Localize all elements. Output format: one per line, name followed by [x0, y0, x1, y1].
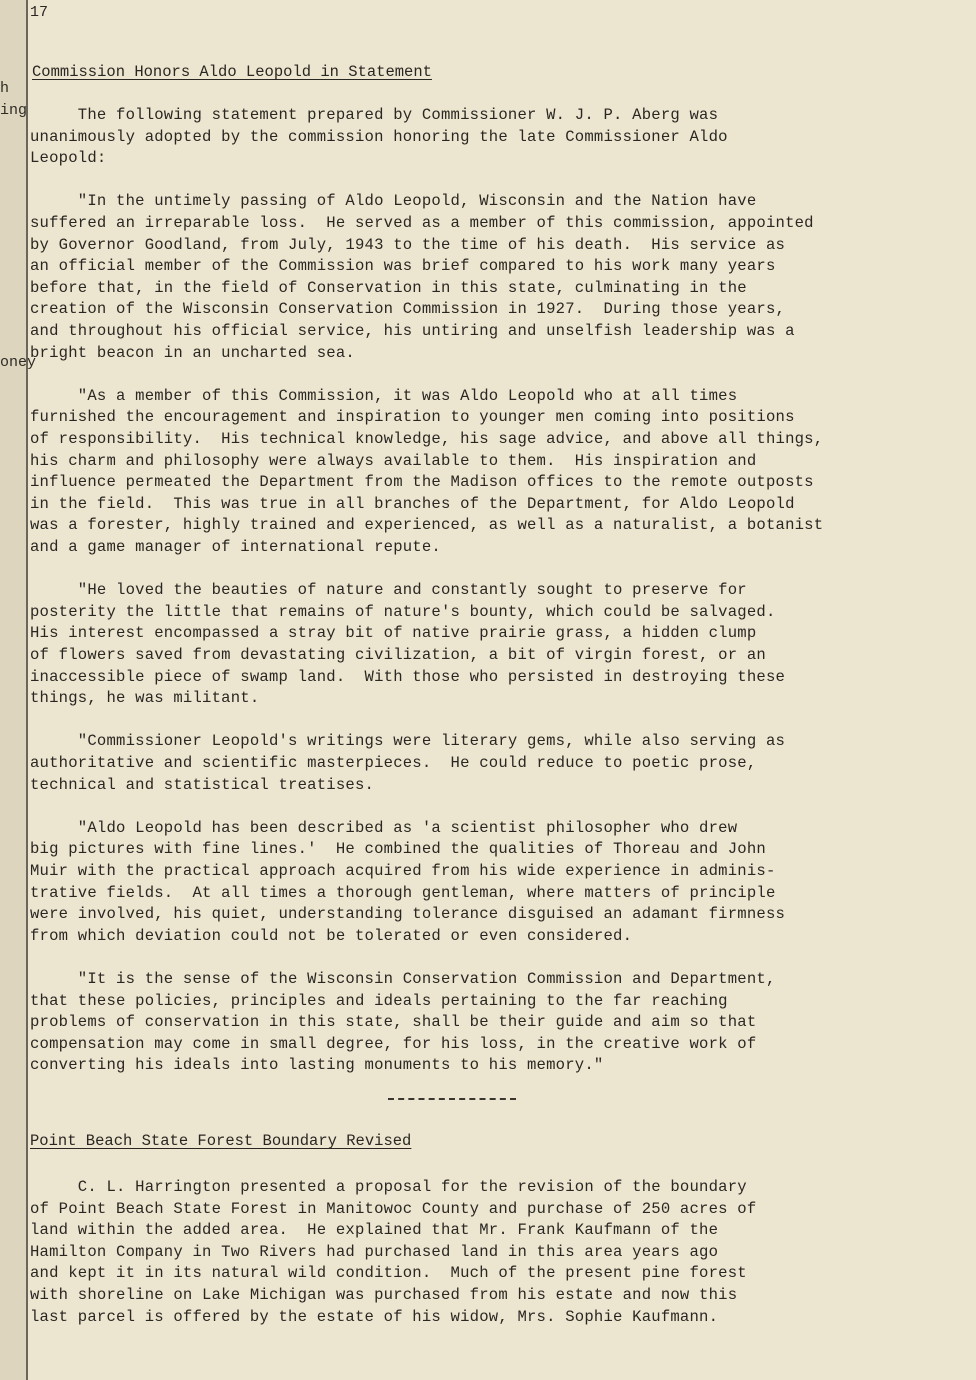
text-line: was a forester, highly trained and experienced, as well as a naturalist, a botanist — [30, 516, 824, 535]
text-line: creation of the Wisconsin Conservation Commission in 1927. During those years, — [30, 300, 786, 319]
text-line: "It is the sense of the Wisconsin Conservation Commission and Department, — [30, 970, 776, 988]
text-line: before that, in the field of Conservation in this state, culminating in the — [30, 278, 747, 297]
text-line: Leopold: — [30, 149, 107, 168]
text-line: and a game manager of international repute. — [30, 538, 441, 556]
text-line: "Aldo Leopold has been described as 'a scientist philosopher who drew — [30, 818, 738, 837]
text-line: from which deviation could not be tolerated or even considered. — [30, 926, 633, 945]
text-line: unanimously adopted by the commission honoring the late Commissioner Aldo — [30, 127, 728, 146]
text-line: of Point Beach State Forest in Manitowoc County and purchase of 250 acres of — [30, 1199, 757, 1218]
text-line: and throughout his official service, his untiring and unselfish leadership was a — [30, 322, 795, 340]
text-line: of responsibility. His technical knowledge, his sage advice, and above all things, — [30, 430, 824, 448]
text-line: things, he was militant. — [30, 689, 260, 708]
text-line: an official member of the Commission was brief compared to his work many years — [30, 257, 776, 276]
heading-commission-honors: Commission Honors Aldo Leopold in Statement — [32, 63, 432, 81]
text-line: with shoreline on Lake Michigan was purchased from his estate and now this — [30, 1286, 738, 1304]
text-line: authoritative and scientific masterpieces. He could reduce to poetic prose, — [30, 754, 757, 772]
binding-margin — [0, 0, 28, 1380]
text-line: Muir with the practical approach acquired from his wide experience in adminis- — [30, 862, 776, 880]
text-line: by Governor Goodland, from July, 1943 to the time of his death. His service as — [30, 235, 786, 254]
text-line: technical and statistical treatises. — [30, 775, 375, 794]
text-line: of flowers saved from devastating civilization, a bit of virgin forest, or an — [30, 646, 766, 664]
margin-fragment: oney — [0, 354, 37, 371]
text-line: that these policies, principles and ideals pertaining to the far reaching — [30, 991, 728, 1010]
text-line: Hamilton Company in Two Rivers had purchased land in this area years ago — [30, 1242, 719, 1261]
text-line: "He loved the beauties of nature and constantly sought to preserve for — [30, 581, 747, 600]
text-line: influence permeated the Department from the Madison offices to the remote outposts — [30, 473, 814, 492]
section-divider — [388, 1098, 516, 1100]
text-line: trative fields. At all times a thorough gentleman, where matters of principle — [30, 883, 776, 902]
text-line: problems of conservation in this state, shall be their guide and aim so that — [30, 1013, 757, 1032]
text-line: last parcel is offered by the estate of his widow, Mrs. Sophie Kaufmann. — [30, 1307, 719, 1326]
text-line: compensation may come in small degree, for his loss, in the creative work of — [30, 1034, 757, 1053]
text-line: converting his ideals into lasting monuments to his memory." — [30, 1056, 604, 1075]
text-line: "As a member of this Commission, it was Aldo Leopold who at all times — [30, 386, 738, 405]
text-line: The following statement prepared by Commissioner W. J. P. Aberg was — [30, 106, 719, 124]
text-line: furnished the encouragement and inspiration to younger men coming into positions — [30, 408, 795, 427]
text-line: posterity the little that remains of nature's bounty, which could be salvaged. — [30, 602, 776, 621]
text-line: "Commissioner Leopold's writings were literary gems, while also serving as — [30, 732, 786, 751]
text-line: big pictures with fine lines.' He combined the qualities of Thoreau and John — [30, 840, 766, 859]
text-line: suffered an irreparable loss. He served as a member of this commission, appointed — [30, 214, 814, 232]
text-line: his charm and philosophy were always available to them. His inspiration and — [30, 451, 757, 470]
text-line: land within the added area. He explained that Mr. Frank Kaufmann of the — [30, 1221, 719, 1240]
text-line: bright beacon in an uncharted sea. — [30, 343, 355, 362]
text-line: "In the untimely passing of Aldo Leopold, Wisconsin and the Nation have — [30, 192, 757, 211]
margin-fragment: ing — [0, 102, 28, 119]
page-number: 17 — [30, 4, 49, 21]
heading-point-beach: Point Beach State Forest Boundary Revised — [30, 1132, 412, 1150]
text-line: in the field. This was true in all branches of the Department, for Aldo Leopold — [30, 494, 795, 513]
text-line: C. L. Harrington presented a proposal for the revision of the boundary — [30, 1178, 747, 1196]
margin-fragment: h — [0, 80, 10, 97]
text-line: and kept it in its natural wild condition. Much of the present pine forest — [30, 1264, 747, 1283]
text-line: His interest encompassed a stray bit of native prairie grass, a hidden clump — [30, 624, 757, 643]
text-line: were involved, his quiet, understanding tolerance disguised an adamant firmness — [30, 905, 786, 924]
text-line: inaccessible piece of swamp land. With those who persisted in destroying these — [30, 667, 786, 686]
